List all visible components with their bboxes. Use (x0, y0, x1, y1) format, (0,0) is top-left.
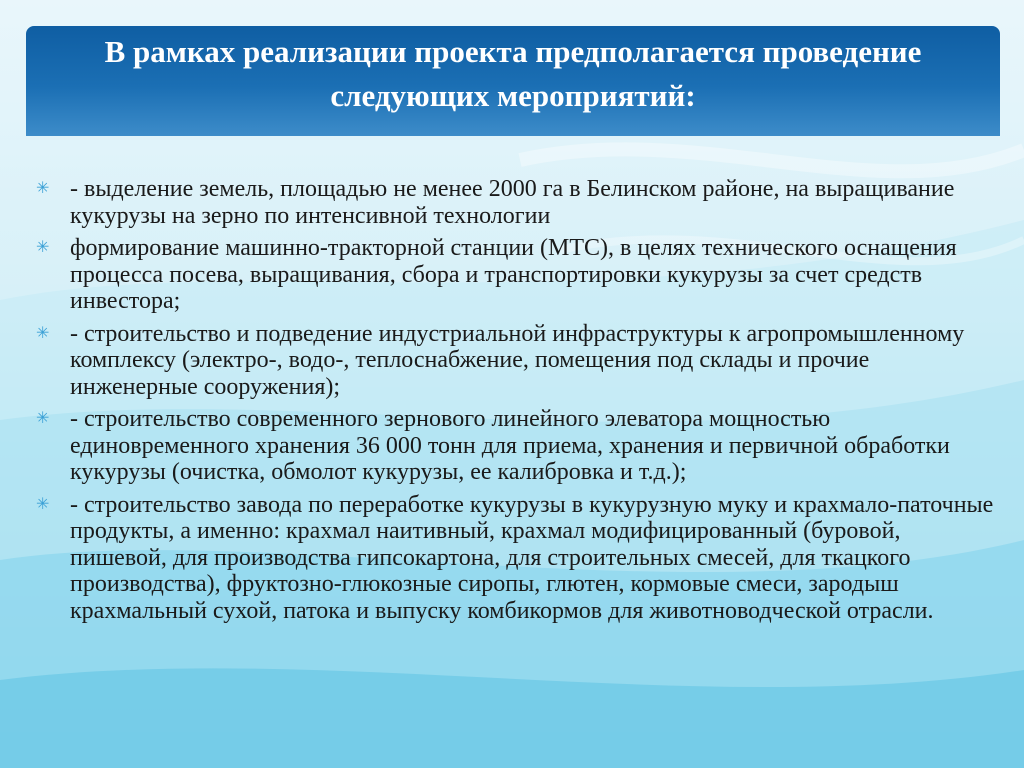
asterisk-bullet-icon: ✳ (36, 322, 50, 342)
asterisk-bullet-icon: ✳ (36, 237, 50, 256)
list-item-text: формирование машинно-тракторной станции (МТС), в целях технического оснащения процесса посева, выращивания, сбора и транспортировки кукурузы за счет средств инвестора; (70, 235, 957, 314)
list-item (36, 492, 996, 625)
asterisk-bullet-icon: ✳ (36, 408, 50, 427)
slide-title: В рамках реализации проекта предполагается проведение следующих мероприятий: (104, 34, 922, 113)
asterisk-bullet-icon: ✳ (36, 493, 50, 513)
list-item (36, 321, 996, 401)
list-item-text: - выделение земель, площадью не менее 2000 га в Белинском районе, на выращивание кукурузы на зерно по интенсивной технологии (70, 176, 955, 229)
list-item (36, 406, 996, 486)
list-item-text: - строительство современного зернового линейного элеватора мощностью единовременного хранения 36 000 тонн для приема, хранения и первичной обработки кукурузы (очистка, обмолот кукурузы, ее калибровка и т.д.); (70, 406, 950, 485)
asterisk-bullet-icon: ✳ (36, 178, 50, 197)
list-item-text: - строительство и подведение индустриальной инфраструктуры к агропромышленному комплексу (электро-, водо-, теплоснабжение, помещения под склады и прочие инженерные сооружения); (70, 320, 965, 400)
bullet-list (36, 176, 996, 630)
list-item (36, 176, 996, 229)
list-item (36, 235, 996, 315)
list-item-text: - строительство завода по переработке кукурузы в кукурузную муку и крахмало-паточные продукты, а именно: крахмал наитивный, крахмал модифицированный (буровой, пишевой, для производства гипсокартона, для строительных смесей, для ткацкого производства), фруктозно-глюкозные сиропы, глютен, кормовые смеси, зародыш крахмальный сухой, патока и выпуску комбикормов для животноводческой отрасли. (70, 491, 994, 624)
